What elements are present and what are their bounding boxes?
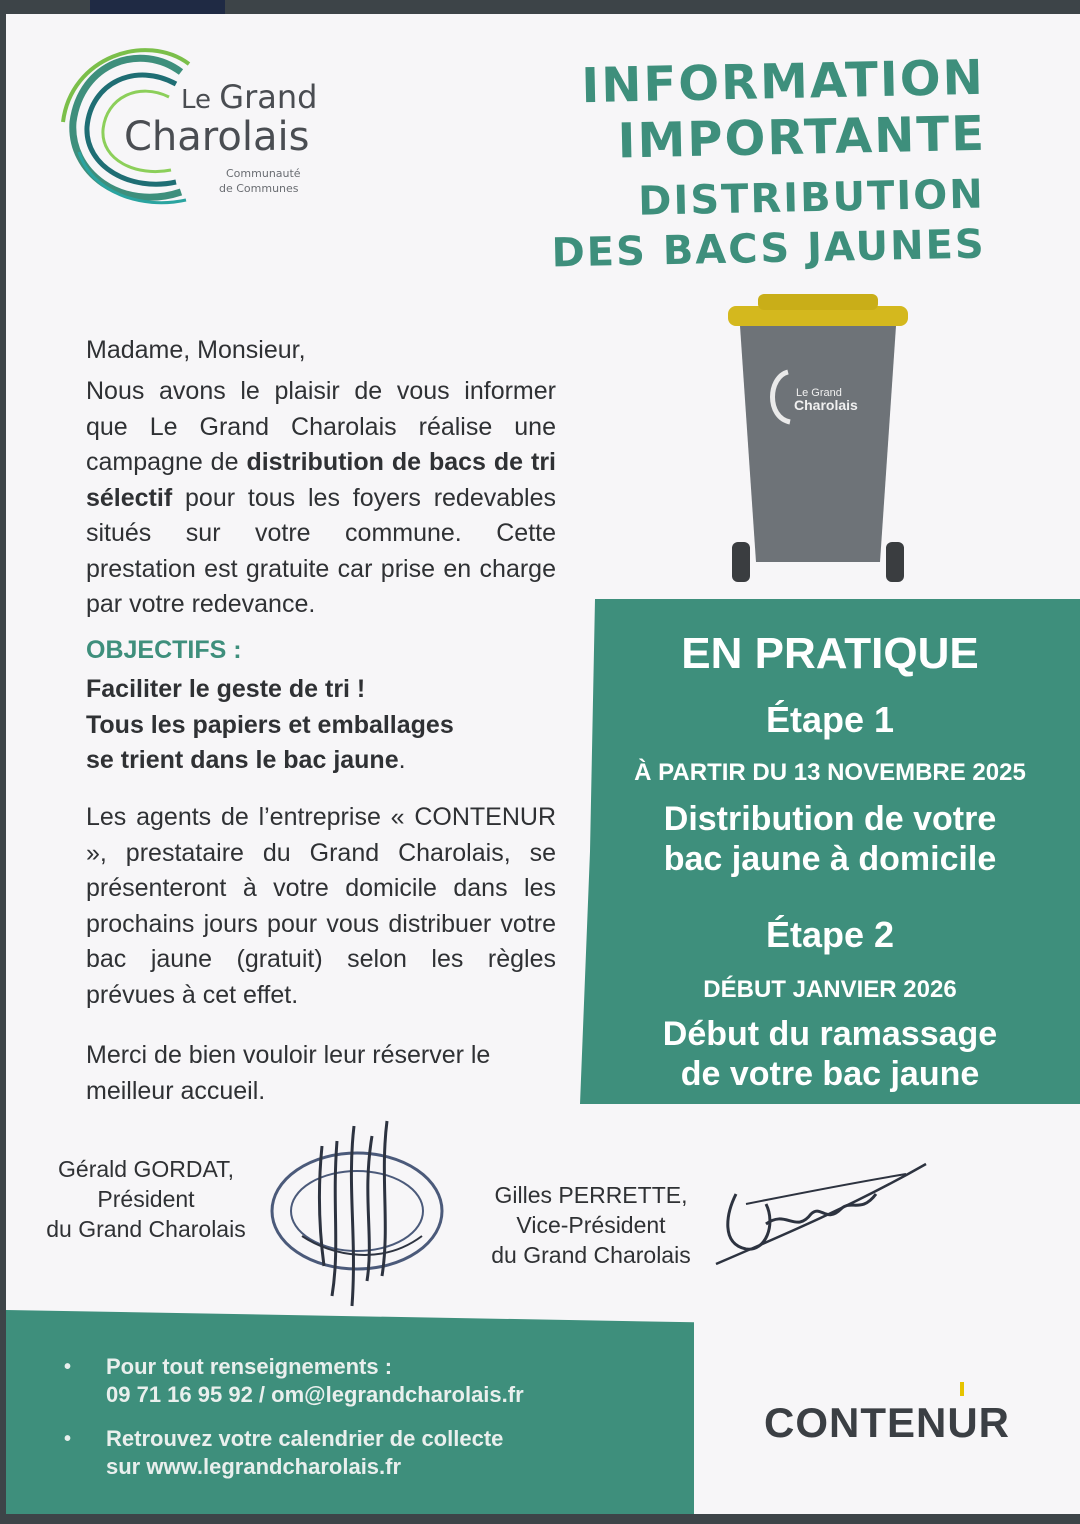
- logo-le: Le: [181, 85, 212, 115]
- logo-charolais: Charolais: [124, 114, 310, 160]
- bin-label-le-grand: Le Grand: [796, 387, 842, 399]
- signatory-vice-president: [476, 1180, 706, 1270]
- intro-text-a: Nous avons le plaisir de vous informer que Le Grand Charolais réalise une campagne de: [86, 377, 556, 476]
- logo-le-grand: [181, 78, 317, 116]
- vice-president-name: Gilles PERRETTE,: [494, 1182, 688, 1208]
- objectif-3-period: .: [398, 746, 406, 774]
- footer-calendar-label: Retrouvez votre calendrier de collecte: [106, 1426, 504, 1451]
- footer-info-label: Pour tout renseignements :: [106, 1354, 393, 1379]
- title-distribution: DISTRIBUTION: [637, 171, 985, 225]
- objectifs-heading: OBJECTIFS :: [86, 636, 242, 664]
- greeting: Madame, Monsieur,: [86, 336, 306, 364]
- footer-band: [6, 1310, 694, 1514]
- le-grand-charolais-logo: [61, 42, 341, 212]
- intro-text-bold: distribution de bacs de tri sélectif: [86, 448, 556, 512]
- handwritten-signature: [706, 1154, 936, 1284]
- signatory-president: [46, 1154, 246, 1244]
- objectif-2: Tous les papiers et emballages: [86, 710, 454, 739]
- etape-1-desc-line-2: bac jaune à domicile: [663, 840, 997, 878]
- en-pratique-title: EN PRATIQUE: [681, 629, 979, 678]
- etape-1-date: À PARTIR DU 13 NOVEMBRE 2025: [634, 759, 1026, 786]
- title-information: INFORMATION: [580, 49, 985, 115]
- etape-1-label: Étape 1: [765, 699, 895, 740]
- contenur-logo: CONTENUR: [764, 1399, 1010, 1446]
- objectif-3: se trient dans le bac jaune: [86, 746, 399, 774]
- etape-2-date: DÉBUT JANVIER 2026: [703, 976, 957, 1003]
- etape-2-description: [580, 1014, 1080, 1094]
- yellow-bin-illustration: [718, 292, 918, 592]
- bin-label-charolais: Charolais: [794, 397, 858, 413]
- title-bacs-jaunes: DES BACS JAUNES: [550, 221, 986, 277]
- objectifs-list: [86, 672, 556, 779]
- agents-paragraph: Les agents de l’entreprise « CONTENUR », prestataire du Grand Charolais, se présenteront à votre domicile dans les prochains jours pour vous distribuer votre bac jaune (gratuit) selon les règles prévues à cet effet.: [86, 803, 556, 1009]
- president-role: Président: [97, 1186, 195, 1212]
- bullet-icon: •: [64, 1356, 72, 1378]
- bullet-icon: •: [64, 1428, 72, 1450]
- president-org: du Grand Charolais: [46, 1216, 246, 1242]
- etape-1-description: [580, 799, 1080, 879]
- footer-website: sur www.legrandcharolais.fr: [106, 1454, 402, 1479]
- etape-1-desc-line-1: Distribution de votre: [663, 800, 997, 838]
- title-importante: IMPORTANTE: [616, 105, 987, 170]
- main-title: [581, 50, 987, 170]
- flyer-page: [6, 14, 1080, 1514]
- sub-title: [550, 169, 986, 278]
- logo-de-communes: de Communes: [219, 182, 299, 195]
- background-object: [90, 0, 225, 14]
- contenur-logo-accent: [960, 1382, 964, 1396]
- logo-grand: Grand: [219, 78, 318, 116]
- objectif-1: Faciliter le geste de tri !: [86, 675, 366, 703]
- etape-2-label: Étape 2: [765, 914, 895, 955]
- vice-president-org: du Grand Charolais: [491, 1242, 691, 1268]
- vice-president-role: Vice-Président: [516, 1212, 666, 1238]
- logo-communaute: Communauté: [226, 167, 301, 180]
- intro-text-b: pour tous les foyers redevables situés sur votre commune. Cette prestation est gratuite car prise en charge par votre redevance.: [86, 483, 556, 618]
- official-stamp-signature: [262, 1116, 452, 1316]
- etape-2-desc-line-2: de votre bac jaune: [680, 1055, 980, 1093]
- president-name: Gérald GORDAT,: [58, 1156, 234, 1182]
- merci-paragraph: Merci de bien vouloir leur réserver le meilleur accueil.: [86, 1041, 491, 1105]
- etape-2-desc-line-1: Début du ramassage: [662, 1015, 998, 1053]
- wheelie-bin-icon: [718, 292, 918, 592]
- intro-paragraph: [86, 374, 556, 623]
- footer-phone-email: 09 71 16 95 92 / om@legrandcharolais.fr: [106, 1382, 524, 1407]
